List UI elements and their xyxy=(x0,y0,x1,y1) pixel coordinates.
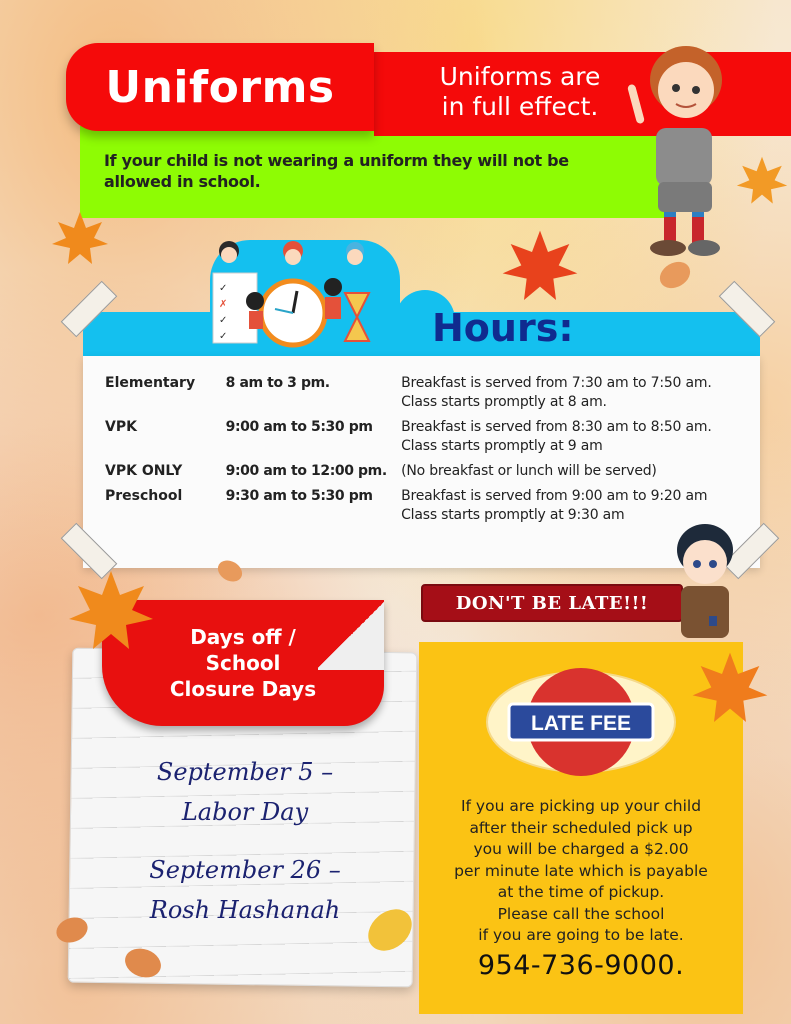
program-note-line2: Class starts promptly at 9 am xyxy=(401,438,603,454)
late-fee-policy xyxy=(419,796,743,947)
birch-leaf-icon xyxy=(360,900,420,960)
closure-item xyxy=(110,850,380,930)
page-curl-decor xyxy=(318,600,384,670)
late-fee-badge-text: LATE FEE xyxy=(531,712,631,735)
program-name: VPK xyxy=(105,419,137,435)
program-note xyxy=(401,374,760,412)
closure-name: Rosh Hashanah xyxy=(149,896,341,924)
boy-pointing-illustration xyxy=(624,32,744,262)
svg-text:✓: ✓ xyxy=(219,315,228,326)
maple-leaf-icon xyxy=(66,568,156,658)
uniforms-notice: If your child is not wearing a uniform they will not be allowed in school. xyxy=(104,151,569,191)
days-off-title-line1: Days off / xyxy=(190,625,296,649)
birch-leaf-icon xyxy=(214,555,246,587)
late-fee-line: at the time of pickup. xyxy=(497,883,665,901)
program-note-line1: Breakfast is served from 7:30 am to 7:50 am. xyxy=(401,375,712,391)
dont-be-late-banner xyxy=(421,584,683,622)
late-fee-line: If you are picking up your child xyxy=(460,797,702,815)
birch-leaf-icon xyxy=(52,910,92,950)
hours-title: Hours: xyxy=(432,306,574,350)
uniforms-headline-line2: in full effect. xyxy=(441,92,599,121)
closure-name: Labor Day xyxy=(181,798,309,826)
hours-row-vpk-only xyxy=(105,462,760,481)
svg-text:✓: ✓ xyxy=(219,331,228,342)
program-note-line1: Breakfast is served from 9:00 am to 9:20 am xyxy=(401,488,708,504)
clock-kids-illustration xyxy=(205,233,385,351)
uniforms-notice-box xyxy=(80,126,664,218)
late-fee-badge xyxy=(483,662,679,782)
closure-item xyxy=(110,752,380,832)
closure-list xyxy=(110,752,380,948)
uniforms-title-banner xyxy=(66,43,374,131)
program-time: 8 am to 3 pm. xyxy=(225,375,330,391)
birch-leaf-icon xyxy=(655,255,695,295)
svg-text:✗: ✗ xyxy=(219,299,228,310)
hours-table xyxy=(83,356,760,568)
program-name: VPK ONLY xyxy=(105,463,183,479)
program-note xyxy=(401,418,760,456)
maple-leaf-icon xyxy=(690,650,770,730)
program-name: Elementary xyxy=(105,375,196,391)
days-off-title-line2: School xyxy=(205,651,281,675)
program-note xyxy=(401,462,760,481)
hours-header-band xyxy=(83,312,760,356)
hours-row-elementary xyxy=(105,374,760,412)
program-note-line2: Class starts promptly at 9:30 am xyxy=(401,507,625,523)
program-note-line1: (No breakfast or lunch will be served) xyxy=(401,463,657,479)
program-time: 9:00 am to 12:00 pm. xyxy=(225,463,387,479)
late-fee-line: per minute late which is payable xyxy=(454,861,708,880)
kid-checking-watch-illustration xyxy=(665,520,743,642)
days-off-title-line3: Closure Days xyxy=(169,677,317,701)
late-fee-line: Please call the school xyxy=(497,904,665,923)
closure-date: September 5 – xyxy=(156,758,334,786)
maple-leaf-icon xyxy=(500,228,580,308)
late-fee-line: after their scheduled pick up xyxy=(469,818,693,837)
hours-row-preschool xyxy=(105,487,760,525)
program-time: 9:00 am to 5:30 pm xyxy=(225,419,373,435)
maple-leaf-icon xyxy=(735,155,789,209)
program-note-line2: Class starts promptly at 8 am. xyxy=(401,394,607,410)
program-time: 9:30 am to 5:30 pm xyxy=(225,488,373,504)
maple-leaf-icon xyxy=(50,210,110,270)
school-phone-number[interactable]: 954-736-9000. xyxy=(477,950,685,981)
late-fee-line: if you are going to be late. xyxy=(478,926,684,944)
uniforms-title: Uniforms xyxy=(105,61,335,113)
late-fee-line: you will be charged a $2.00 xyxy=(473,840,689,858)
hours-row-vpk xyxy=(105,418,760,456)
program-note-line1: Breakfast is served from 8:30 am to 8:50 am. xyxy=(401,419,712,435)
uniforms-headline-line1: Uniforms are xyxy=(439,62,601,91)
birch-leaf-icon xyxy=(120,940,166,986)
closure-date: September 26 – xyxy=(149,856,341,884)
program-name: Preschool xyxy=(105,488,183,504)
dont-be-late-text: DON'T BE LATE!!! xyxy=(455,592,649,614)
svg-text:✓: ✓ xyxy=(219,283,228,294)
